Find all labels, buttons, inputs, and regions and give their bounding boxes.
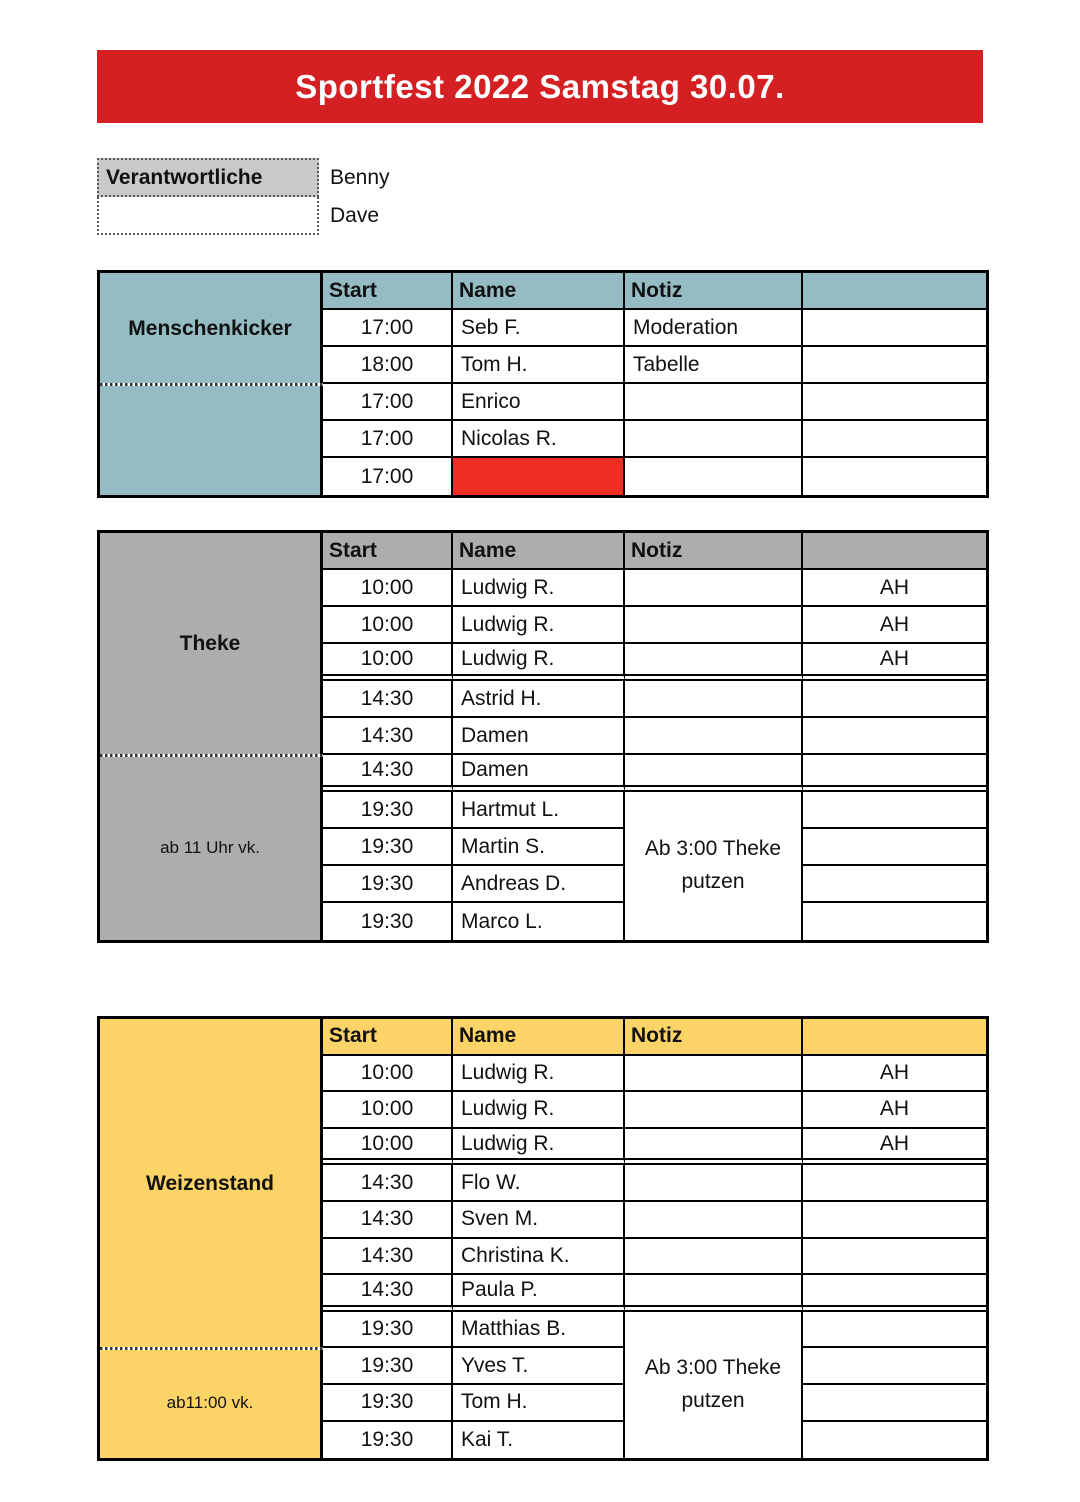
- cell-name: Tom H.: [453, 347, 625, 384]
- table-weizenstand: [97, 1016, 989, 1461]
- column-header-start: Start: [323, 273, 453, 310]
- cell-extra: AH: [803, 1056, 986, 1093]
- table-theke: [97, 530, 989, 943]
- cell-start: 14:30: [323, 1165, 453, 1202]
- cell-start: 17:00: [323, 384, 453, 421]
- cell-name: Paula P.: [453, 1275, 625, 1312]
- cell-extra: [803, 1348, 986, 1385]
- cell-extra: [803, 421, 986, 458]
- responsible-label: Verantwortliche: [106, 165, 263, 189]
- column-header-name: Name: [453, 1019, 625, 1056]
- cell-extra: [803, 1312, 986, 1349]
- column-header-start: Start: [323, 1019, 453, 1056]
- cell-notiz: Moderation: [625, 310, 803, 347]
- responsible-empty-cell: [97, 197, 319, 235]
- cell-start: 19:30: [323, 903, 453, 940]
- cell-start: 14:30: [323, 1275, 453, 1312]
- cell-start: 19:30: [323, 866, 453, 903]
- cell-extra: [803, 310, 986, 347]
- page-title: Sportfest 2022 Samstag 30.07.: [295, 67, 785, 105]
- cell-name: Tom H.: [453, 1385, 625, 1422]
- responsible-label-cell: [97, 158, 319, 197]
- column-header-blank: [803, 273, 986, 310]
- cell-start: 17:00: [323, 458, 453, 495]
- cell-start: 19:30: [323, 1312, 453, 1349]
- cell-name: Sven M.: [453, 1202, 625, 1239]
- cell-notiz: [625, 458, 803, 495]
- cell-extra: [803, 1422, 986, 1459]
- cell-extra: [803, 1202, 986, 1239]
- cell-name: Andreas D.: [453, 866, 625, 903]
- cell-notiz: [625, 718, 803, 755]
- cell-start: 10:00: [323, 1092, 453, 1129]
- cell-notiz: [625, 384, 803, 421]
- cell-start: 18:00: [323, 347, 453, 384]
- group-label-text: Menschenkicker: [128, 316, 292, 340]
- cell-notiz: [625, 1056, 803, 1093]
- column-header-name: Name: [453, 533, 625, 570]
- cell-start: 14:30: [323, 718, 453, 755]
- group-label-ab-11-uhr-vk-: [100, 755, 323, 940]
- cell-extra: [803, 347, 986, 384]
- cell-extra: AH: [803, 1092, 986, 1129]
- dotted-divider: [100, 754, 323, 757]
- group-label-weizenstand: [100, 1019, 323, 1348]
- column-header-notiz: Notiz: [625, 533, 803, 570]
- cell-notiz: [625, 681, 803, 718]
- cell-name: Marco L.: [453, 903, 625, 940]
- cell-notiz: [625, 607, 803, 644]
- column-header-start: Start: [323, 533, 453, 570]
- group-label-text: ab 11 Uhr vk.: [160, 837, 260, 857]
- cell-notiz: [625, 1092, 803, 1129]
- cell-name: Ludwig R.: [453, 1129, 625, 1166]
- column-header-notiz: Notiz: [625, 1019, 803, 1056]
- cell-start: 14:30: [323, 681, 453, 718]
- cell-extra: [803, 384, 986, 421]
- cell-notiz: [625, 755, 803, 792]
- cell-notiz: [625, 1129, 803, 1166]
- cell-name: Seb F.: [453, 310, 625, 347]
- merged-notiz-cell: Ab 3:00 Theke putzen: [625, 1312, 803, 1458]
- cell-name: Yves T.: [453, 1348, 625, 1385]
- dotted-divider: [100, 383, 323, 386]
- title-banner: [97, 50, 983, 123]
- cell-extra: [803, 718, 986, 755]
- cell-notiz: [625, 1165, 803, 1202]
- table-menschenkicker: [97, 270, 989, 498]
- dotted-divider: [100, 1347, 323, 1350]
- cell-notiz: [625, 1275, 803, 1312]
- cell-extra: [803, 829, 986, 866]
- cell-extra: AH: [803, 570, 986, 607]
- cell-extra: [803, 792, 986, 829]
- cell-start: 14:30: [323, 755, 453, 792]
- cell-start: 10:00: [323, 570, 453, 607]
- merged-notiz-cell: Ab 3:00 Theke putzen: [625, 792, 803, 940]
- cell-name: Astrid H.: [453, 681, 625, 718]
- column-header-name: Name: [453, 273, 625, 310]
- cell-extra: [803, 903, 986, 940]
- group-label-text: ab11:00 vk.: [166, 1393, 254, 1413]
- cell-start: 19:30: [323, 1348, 453, 1385]
- cell-extra: [803, 681, 986, 718]
- cell-name: Damen: [453, 718, 625, 755]
- responsible-name: Dave: [330, 204, 380, 227]
- cell-name: Martin S.: [453, 829, 625, 866]
- cell-start: 14:30: [323, 1239, 453, 1276]
- responsible-names: [330, 158, 390, 235]
- cell-name: Ludwig R.: [453, 570, 625, 607]
- cell-notiz: [625, 421, 803, 458]
- cell-start: 14:30: [323, 1202, 453, 1239]
- cell-extra: [803, 1165, 986, 1202]
- cell-name: Matthias B.: [453, 1312, 625, 1349]
- cell-start: 17:00: [323, 421, 453, 458]
- cell-extra: AH: [803, 1129, 986, 1166]
- cell-name: Ludwig R.: [453, 1056, 625, 1093]
- cell-name: Damen: [453, 755, 625, 792]
- cell-extra: AH: [803, 644, 986, 681]
- cell-start: 10:00: [323, 1129, 453, 1166]
- cell-name: Enrico: [453, 384, 625, 421]
- column-header-notiz: Notiz: [625, 273, 803, 310]
- cell-name: Hartmut L.: [453, 792, 625, 829]
- cell-name: Ludwig R.: [453, 644, 625, 681]
- responsible-cells: [97, 158, 319, 235]
- group-label-blank: [100, 384, 323, 495]
- group-label-ab11-00-vk-: [100, 1348, 323, 1458]
- cell-extra: [803, 1385, 986, 1422]
- cell-start: 17:00: [323, 310, 453, 347]
- cell-name: Ludwig R.: [453, 607, 625, 644]
- cell-name: Nicolas R.: [453, 421, 625, 458]
- cell-start: 19:30: [323, 1385, 453, 1422]
- cell-notiz: [625, 1239, 803, 1276]
- cell-name: Christina K.: [453, 1239, 625, 1276]
- group-label-text: Weizenstand: [146, 1171, 274, 1195]
- group-label-theke: [100, 533, 323, 755]
- responsible-block: [97, 158, 390, 235]
- cell-name: Kai T.: [453, 1422, 625, 1459]
- column-header-blank: [803, 533, 986, 570]
- cell-extra: [803, 1239, 986, 1276]
- cell-extra: [803, 866, 986, 903]
- cell-notiz: Tabelle: [625, 347, 803, 384]
- column-header-blank: [803, 1019, 986, 1056]
- cell-start: 19:30: [323, 1422, 453, 1459]
- cell-extra: [803, 1275, 986, 1312]
- cell-name: Ludwig R.: [453, 1092, 625, 1129]
- cell-notiz: [625, 570, 803, 607]
- cell-extra: AH: [803, 607, 986, 644]
- cell-start: 10:00: [323, 1056, 453, 1093]
- cell-name: Flo W.: [453, 1165, 625, 1202]
- cell-start: 10:00: [323, 644, 453, 681]
- cell-extra: [803, 755, 986, 792]
- highlighted-empty-cell: [453, 458, 625, 495]
- group-label-text: Theke: [179, 632, 241, 655]
- cell-extra: [803, 458, 986, 495]
- cell-notiz: [625, 1202, 803, 1239]
- cell-start: 19:30: [323, 829, 453, 866]
- cell-start: 10:00: [323, 607, 453, 644]
- group-label-menschenkicker: [100, 273, 323, 384]
- responsible-name: Benny: [330, 165, 390, 189]
- cell-start: 19:30: [323, 792, 453, 829]
- cell-notiz: [625, 644, 803, 681]
